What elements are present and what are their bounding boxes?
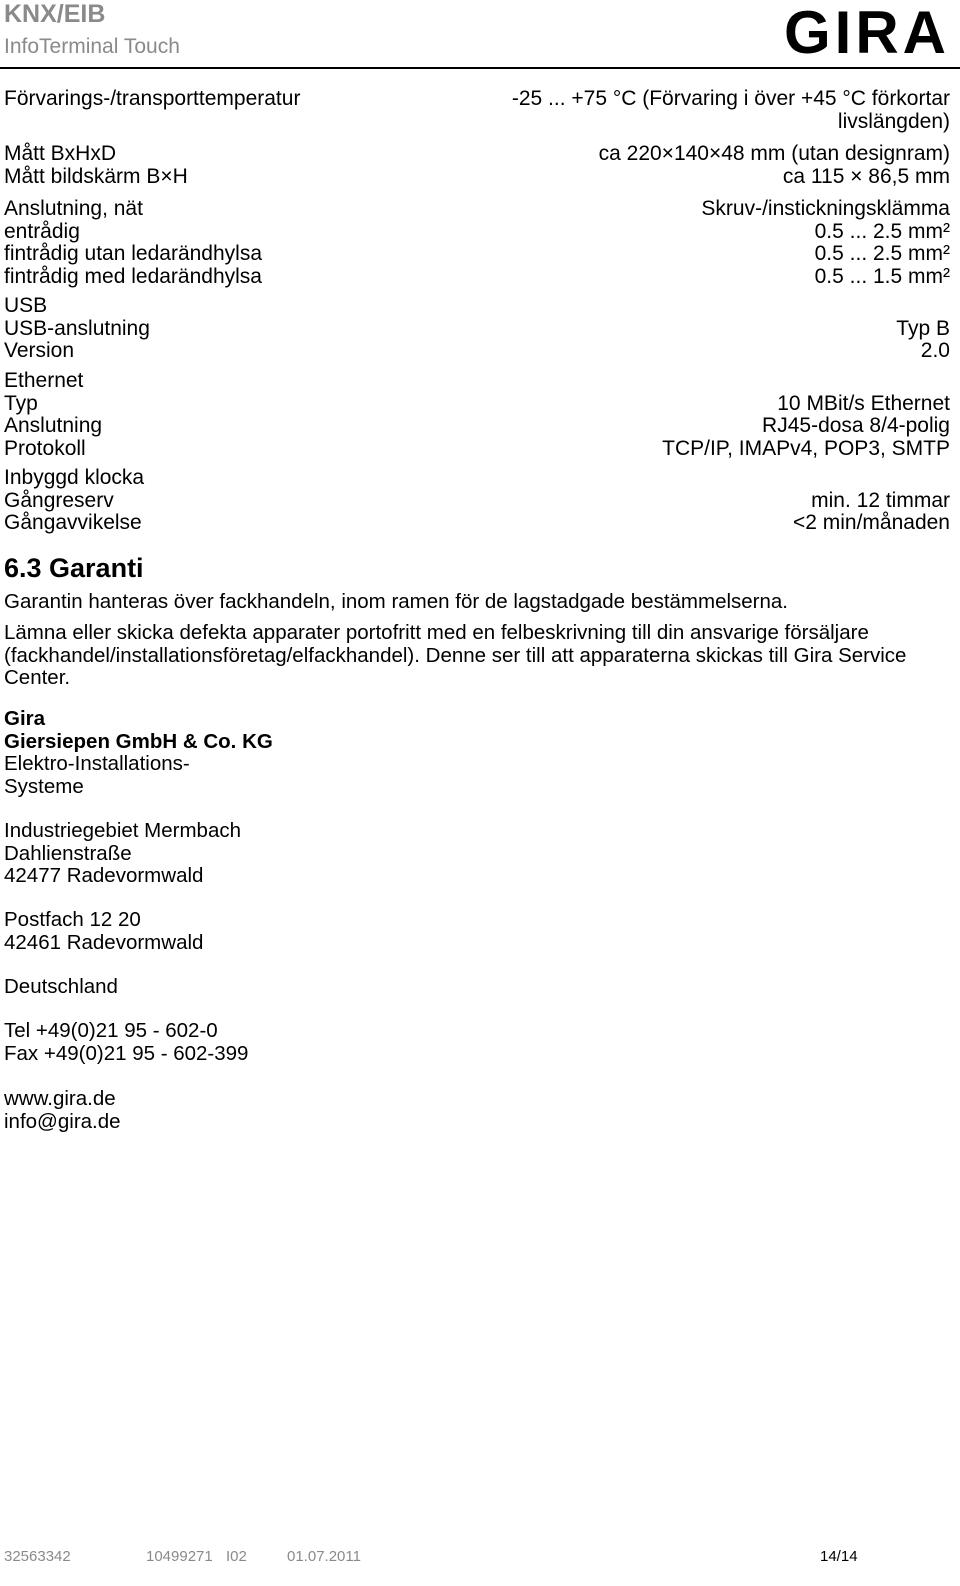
- postal-address: [4, 909, 203, 954]
- spec-label: fintrådig med ledarändhylsa: [4, 264, 262, 288]
- warranty-paragraph-1: Garantin hanteras över fackhandeln, inom ramen för de lagstadgade bestämmelserna.: [4, 590, 789, 613]
- spec-label: Anslutning, nät: [4, 197, 143, 220]
- spec-value: -25 ... +75 °C (Förvaring i över +45 °C förkortar livslängden): [511, 87, 950, 133]
- address-line: Postfach 12 20: [4, 908, 141, 931]
- address-line: 42477 Radevormwald: [4, 864, 204, 887]
- spec-value: RJ45-dosa 8/4-polig: [762, 414, 950, 437]
- spec-value: 10 MBit/s Ethernet: [777, 391, 950, 415]
- address-line: Industriegebiet Mermbach: [4, 819, 242, 842]
- revision: I02: [226, 1548, 247, 1565]
- spec-label: Förvarings-/transporttemperatur: [4, 87, 301, 110]
- gira-logo: GIRA: [784, 0, 950, 66]
- spec-label: Gångreserv: [4, 488, 114, 512]
- web-block: [4, 1088, 121, 1133]
- spec-label: Mått BxHxD: [4, 142, 117, 165]
- spec-value: 0.5 ... 2.5 mm²: [814, 219, 950, 243]
- spec-group-title: USB: [4, 294, 48, 317]
- company-name: Gira: [4, 707, 46, 730]
- spec-value: min. 12 timmar: [811, 488, 950, 512]
- address-line: 42461 Radevormwald: [4, 930, 204, 954]
- spec-connection: [4, 198, 950, 288]
- spec-group-title: Ethernet: [4, 369, 84, 392]
- document-number: 32563342: [4, 1548, 71, 1565]
- website-link[interactable]: www.gira.de: [4, 1087, 116, 1110]
- spec-label: Typ: [4, 391, 38, 415]
- reference-number: 10499271: [146, 1548, 213, 1565]
- page-header: [0, 0, 960, 70]
- street-address: [4, 820, 241, 888]
- spec-ethernet: [4, 370, 950, 460]
- product-line: KNX/EIB: [4, 0, 106, 28]
- country: Deutschland: [4, 975, 118, 998]
- company-legal-name: Giersiepen GmbH & Co. KG: [4, 729, 273, 753]
- spec-label: fintrådig utan ledarändhylsa: [4, 242, 263, 265]
- spec-value: 2.0: [920, 339, 950, 362]
- address-line: Dahlienstraße: [4, 841, 132, 865]
- section-heading: 6.3 Garanti: [4, 553, 144, 583]
- spec-dimensions: [4, 143, 950, 188]
- spec-label: Mått bildskärm B×H: [4, 164, 188, 188]
- spec-label: Protokoll: [4, 436, 86, 460]
- warranty-paragraph-2: Lämna eller skicka defekta apparater portofritt med en felbeskrivning till din ansvarige försäljare (fackhandel/installationsföretag/elfackhandel). Denne ser till att apparaterna skickas till Gira Service Center.: [4, 621, 907, 689]
- spec-label: entrådig: [4, 219, 80, 243]
- spec-usb: [4, 295, 950, 363]
- document-date: 01.07.2011: [287, 1548, 361, 1565]
- spec-value: Skruv-/instickningsklämma: [701, 197, 950, 220]
- company-division: Elektro-Installations-: [4, 752, 190, 775]
- phone-block: [4, 1020, 248, 1065]
- spec-value: TCP/IP, IMAPv4, POP3, SMTP: [662, 436, 950, 460]
- spec-value: ca 220×140×48 mm (utan designram): [598, 142, 950, 165]
- spec-clock: [4, 467, 950, 535]
- company-division: Systeme: [4, 774, 84, 798]
- spec-value: Typ B: [896, 316, 950, 340]
- phone-number: Tel +49(0)21 95 - 602-0: [4, 1019, 218, 1042]
- spec-value: ca 115 × 86,5 mm: [782, 164, 950, 188]
- spec-label: Anslutning: [4, 414, 103, 437]
- email-link[interactable]: info@gira.de: [4, 1109, 121, 1133]
- spec-value: <2 min/månaden: [792, 511, 950, 534]
- spec-value: 0.5 ... 1.5 mm²: [814, 264, 950, 288]
- company-block: [4, 708, 273, 798]
- page-number: 14/14: [820, 1548, 858, 1565]
- product-name: InfoTerminal Touch: [4, 35, 180, 58]
- spec-label: Gångavvikelse: [4, 511, 142, 534]
- spec-label: Version: [4, 339, 75, 362]
- header-divider: [0, 67, 960, 69]
- spec-group-title: Inbyggd klocka: [4, 466, 145, 489]
- fax-number: Fax +49(0)21 95 - 602-399: [4, 1041, 249, 1065]
- spec-label: USB-anslutning: [4, 316, 150, 340]
- spec-value: 0.5 ... 2.5 mm²: [814, 242, 950, 265]
- spec-storage: [4, 88, 950, 133]
